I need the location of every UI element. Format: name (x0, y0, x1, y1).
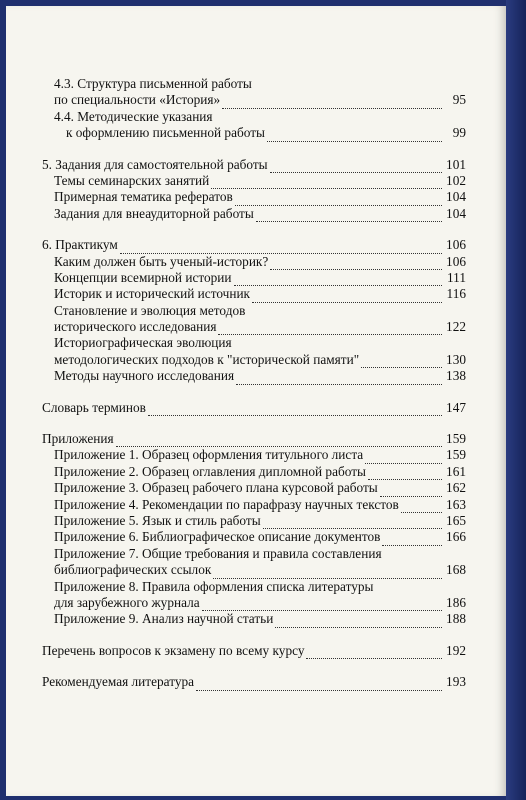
toc-entry-4-4: к оформлению письменной работы 99 (66, 125, 466, 141)
toc-literature: Рекомендуемая литература 193 (42, 674, 466, 690)
toc-entry: исторического исследования 122 (54, 319, 466, 335)
toc-entry: Приложение 2. Образец оглавления дипломной работы 161 (54, 463, 466, 479)
toc-entry: Приложение 1. Образец оформления титульного листа 159 (54, 447, 466, 463)
toc-entry: Каким должен быть ученый-историк? 106 (54, 253, 466, 269)
toc-entry-line1: Приложение 7. Общие требования и правила составления (54, 545, 382, 561)
leader-dots (222, 96, 442, 109)
table-of-contents (42, 76, 466, 691)
toc-appendix: Приложения 159 (42, 431, 466, 447)
toc-entry: Приложение 4. Рекомендации по парафразу научных текстов 163 (54, 496, 466, 512)
toc-section-6: 6. Практикум 106 (42, 237, 466, 253)
toc-entry: Приложение 9. Анализ научной статьи 188 (54, 611, 466, 627)
toc-entry: Темы семинарских занятий 102 (54, 172, 466, 188)
toc-entry: Историк и исторический источник 116 (54, 286, 466, 302)
book-page (6, 6, 506, 796)
toc-entry: Задания для внеаудиторной работы 104 (54, 205, 466, 221)
toc-entry: Приложение 3. Образец рабочего плана курсовой работы 162 (54, 480, 466, 496)
toc-entry: библиографических ссылок 168 (54, 562, 466, 578)
toc-entry-4-3: по специальности «История» 95 (54, 92, 466, 108)
page-number: 99 (452, 125, 466, 141)
toc-entry-line1: Историографическая эволюция (54, 335, 232, 351)
toc-section-5: 5. Задания для самостоятельной работы 101 (42, 156, 466, 172)
toc-entry-line1: Приложение 8. Правила оформления списка литературы (54, 578, 374, 594)
toc-entry: Концепции всемирной истории 111 (54, 269, 466, 285)
toc-entry: Примерная тематика рефератов 104 (54, 189, 466, 205)
toc-entry-4-4-line1: 4.4. Методические указания (54, 108, 213, 124)
toc-entry-4-3-line1: 4.3. Структура письменной работы (54, 76, 252, 91)
toc-entry: Приложение 5. Язык и стиль работы 165 (54, 512, 466, 528)
leader-dots (267, 129, 442, 142)
toc-glossary: Словарь терминов 147 (42, 399, 466, 415)
toc-entry: методологических подходов к "исторической памяти" 130 (54, 351, 466, 367)
toc-entry-line1: Становление и эволюция методов (54, 302, 246, 318)
page-number: 95 (452, 92, 466, 108)
book-cover-edge (506, 0, 526, 800)
toc-entry: для зарубежного журнала 186 (54, 594, 466, 610)
toc-entry: Методы научного исследования 138 (54, 368, 466, 384)
toc-questions: Перечень вопросов к экзамену по всему курсу 192 (42, 642, 466, 658)
toc-entry: Приложение 6. Библиографическое описание документов 166 (54, 529, 466, 545)
